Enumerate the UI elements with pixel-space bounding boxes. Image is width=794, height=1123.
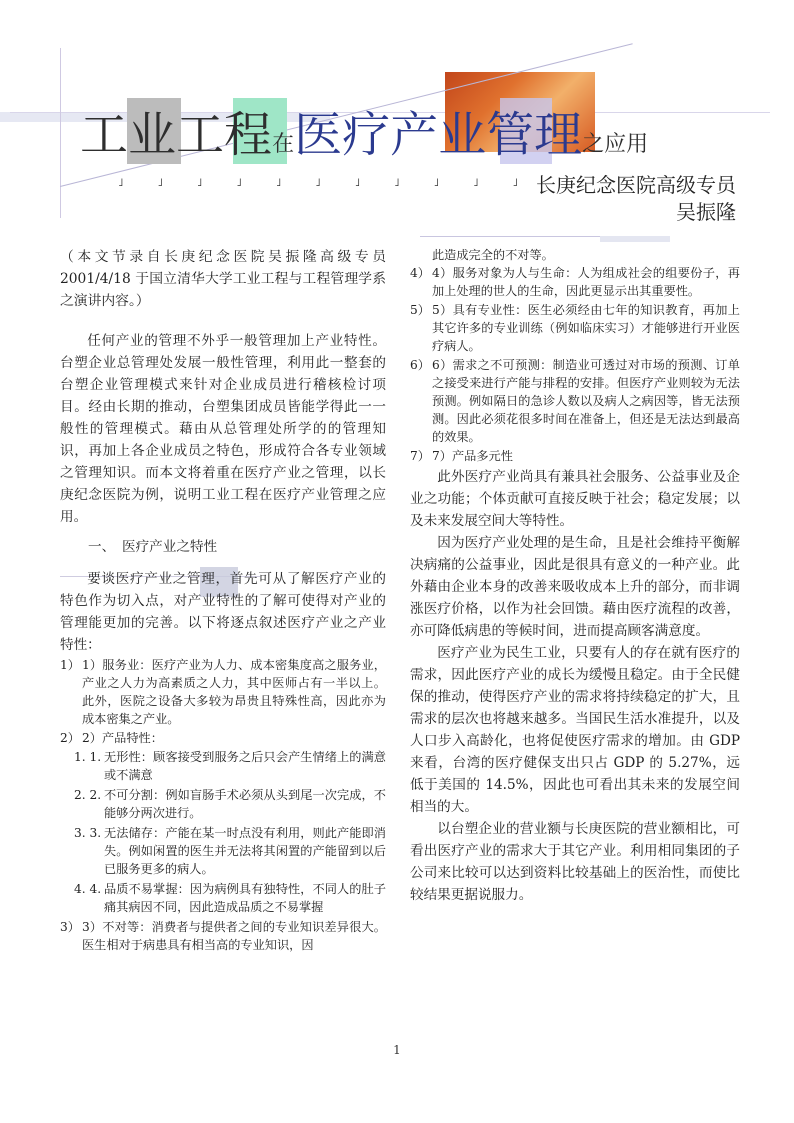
decorative-line [60,48,61,218]
title-suffix: 之应用 [582,132,649,157]
list-item [60,729,386,747]
list-number: 5） [410,303,430,317]
tick-mark: ˩ [512,176,518,189]
page-number: 1 [393,1043,401,1057]
sub-list-item [60,786,386,822]
tick-mark: ˩ [118,176,124,189]
intro-note: （本文节录自长庚纪念医院吴振隆高级专员 2001/4/18 于国立清华大学工业工程与工程管理学系之演讲内容。） [60,249,386,309]
author-name: 吴振隆 [676,200,736,224]
decorative-band [600,236,670,242]
tick-mark: ˩ [354,176,361,189]
sub-list-item [60,824,386,878]
title-char: 业 [438,107,487,163]
list-item [410,447,740,465]
list-text: 1）服务业：医疗产业为人力、成本密集度高之服务业，产业之人力为高素质之人力，其中医师占有一半以上。此外，医院之设备大多较为昂贵且特殊性高，因此亦为成本密集之产业。 [82,658,386,726]
list-number: 2） [60,731,80,745]
page-title [80,96,648,166]
tick-mark: ˩ [473,176,479,189]
list-number: 1. 1. [74,750,102,764]
author-block [536,172,736,226]
list-number: 1） [60,658,80,672]
list-text: 6）需求之不可预测：制造业可透过对市场的预测、订单之接受来进行产能与排程的安排。但医疗产业则较为无法预测。例如隔日的急诊人数以及病人之病因等，皆无法预测。因此必须花很多时间在准备上，但还是无法达到最高的效果。 [432,358,740,444]
list-text: 5）具有专业性：医生必须经由七年的知识教育，再加上其它许多的专业训练（例如临床实习）才能够进行开业医疗病人。 [432,303,740,353]
author-affiliation: 长庚纪念医院高级专员 [536,173,736,197]
title-char: 业 [128,107,177,163]
section-heading: 一、 医疗产业之特性 [88,539,218,555]
title-char: 工 [176,107,225,163]
list-number: 7） [410,449,430,463]
paragraph: 以台塑企业的营业额与长庚医院的营业额相比，可看出医疗产业的需求大于其它产业。利用相同集团的子公司来比较可以达到资料比较基础上的医治性，而使比较结果更据说服力。 [410,821,740,903]
list-text: 不可分割：例如盲肠手术必须从头到尾一次完成，不能够分两次进行。 [104,788,386,820]
tick-mark: ˩ [157,176,163,189]
tick-mark: ˩ [196,176,203,189]
list-number: 4） [410,266,430,280]
list-number: 3. 3. [74,826,102,840]
paragraph: 因为医疗产业处理的是生命，且是社会维持平衡解决病痛的公益事业，因此是很具有意义的一种产业。此外藉由企业本身的改善来吸收成本上升的部分，而非调涨医疗价格，以作为社会回馈。藉由医疗流程的改善，亦可降低病患的等候时间，进而提高顾客满意度。 [410,535,740,639]
list-text: 无形性：顾客接受到服务之后只会产生情绪上的满意或不满意 [104,750,386,782]
sub-list-item [60,748,386,784]
title-char: 产 [390,107,439,163]
list-text: 7）产品多元性 [432,449,513,463]
paragraph: 医疗产业为民生工业，只要有人的存在就有医疗的需求，因此医疗产业的成长为缓慢且稳定。由于全民健保的推动，使得医疗产业的需求将持续稳定的扩大，且需求的层次也将越来越多。当国民生活水准提升，以及人口步入高龄化，也将促使医疗需求的增加。由 GDP 来看，台湾的医疗健保支出只占 GDP 的 5.27%，远低于美国的 14.5%，因此也可看出其未来的发展空间相当的大。 [410,645,740,815]
paragraph: 任何产业的管理不外乎一般管理加上产业特性。台塑企业总管理处发展一般性管理，利用此一整套的台塑企业管理模式来针对企业成员进行稽核检讨项目。经由长期的推动，台塑集团成员皆能学得此一一般性的管理模式。藉由从总管理处所学的的管理知识，再加上各企业成员之特色，形成符合各专业领域之管理知识。而本文将着重在医疗产业之管理，以长庚纪念医院为例，说明工业工程在医疗产业管理之应用。 [60,333,386,525]
tick-mark: ˩ [394,176,400,189]
list-text: 4）服务对象为人与生命：人为组成社会的组要份子，再加上处理的世人的生命，因此更显示出其重要性。 [432,266,740,298]
list-number: 4. 4. [74,882,102,896]
title-char: 管 [486,107,535,163]
list-number: 3） [60,920,80,934]
sub-list-item [60,880,386,916]
list-text: 无法储存：产能在某一时点没有利用，则此产能即消失。例如闲置的医生并无法将其闲置的产能留到以后已服务更多的病人。 [104,826,386,876]
title-char: 疗 [342,107,391,163]
list-item [410,356,740,446]
list-continuation: 此造成完全的不对等。 [432,248,554,262]
list-number: 2. 2. [74,788,102,802]
list-item [60,656,386,728]
list-text: 2）产品特性： [82,731,163,745]
right-column [410,246,740,906]
paragraph: 此外医疗产业尚具有兼具社会服务、公益事业及企业之功能；个体贡献可直接反映于社会；稳定发展；以及未来发展空间大等特性。 [410,469,740,529]
list-text: 3）不对等：消费者与提供者之间的专业知识差异很大。医生相对于病患具有相当高的专业知识，因 [82,920,386,952]
list-item [60,918,386,954]
title-char: 在 [272,132,295,157]
title-char: 理 [534,107,583,163]
list-item [410,264,740,300]
tick-mark: ˩ [236,176,242,189]
tick-mark: ˩ [315,176,321,189]
left-column [60,246,386,955]
tick-mark: ˩ [275,176,282,189]
list-item [410,301,740,355]
title-char: 工 [80,107,129,163]
title-char: 医 [294,107,343,163]
list-number: 6） [410,358,430,372]
paragraph: 要谈医疗产业之管理，首先可从了解医疗产业的特色作为切入点，对产业特性的了解可使得对产业的管理能更加的完善。以下将逐点叙述医疗产业之产业特性： [60,571,386,653]
decorative-tick-row [118,176,518,190]
tick-mark: ˩ [433,176,440,189]
title-char: 程 [224,107,273,163]
list-text: 品质不易掌握：因为病例具有独特性，不同人的肚子痛其病因不同，因此造成品质之不易掌握 [104,882,386,914]
